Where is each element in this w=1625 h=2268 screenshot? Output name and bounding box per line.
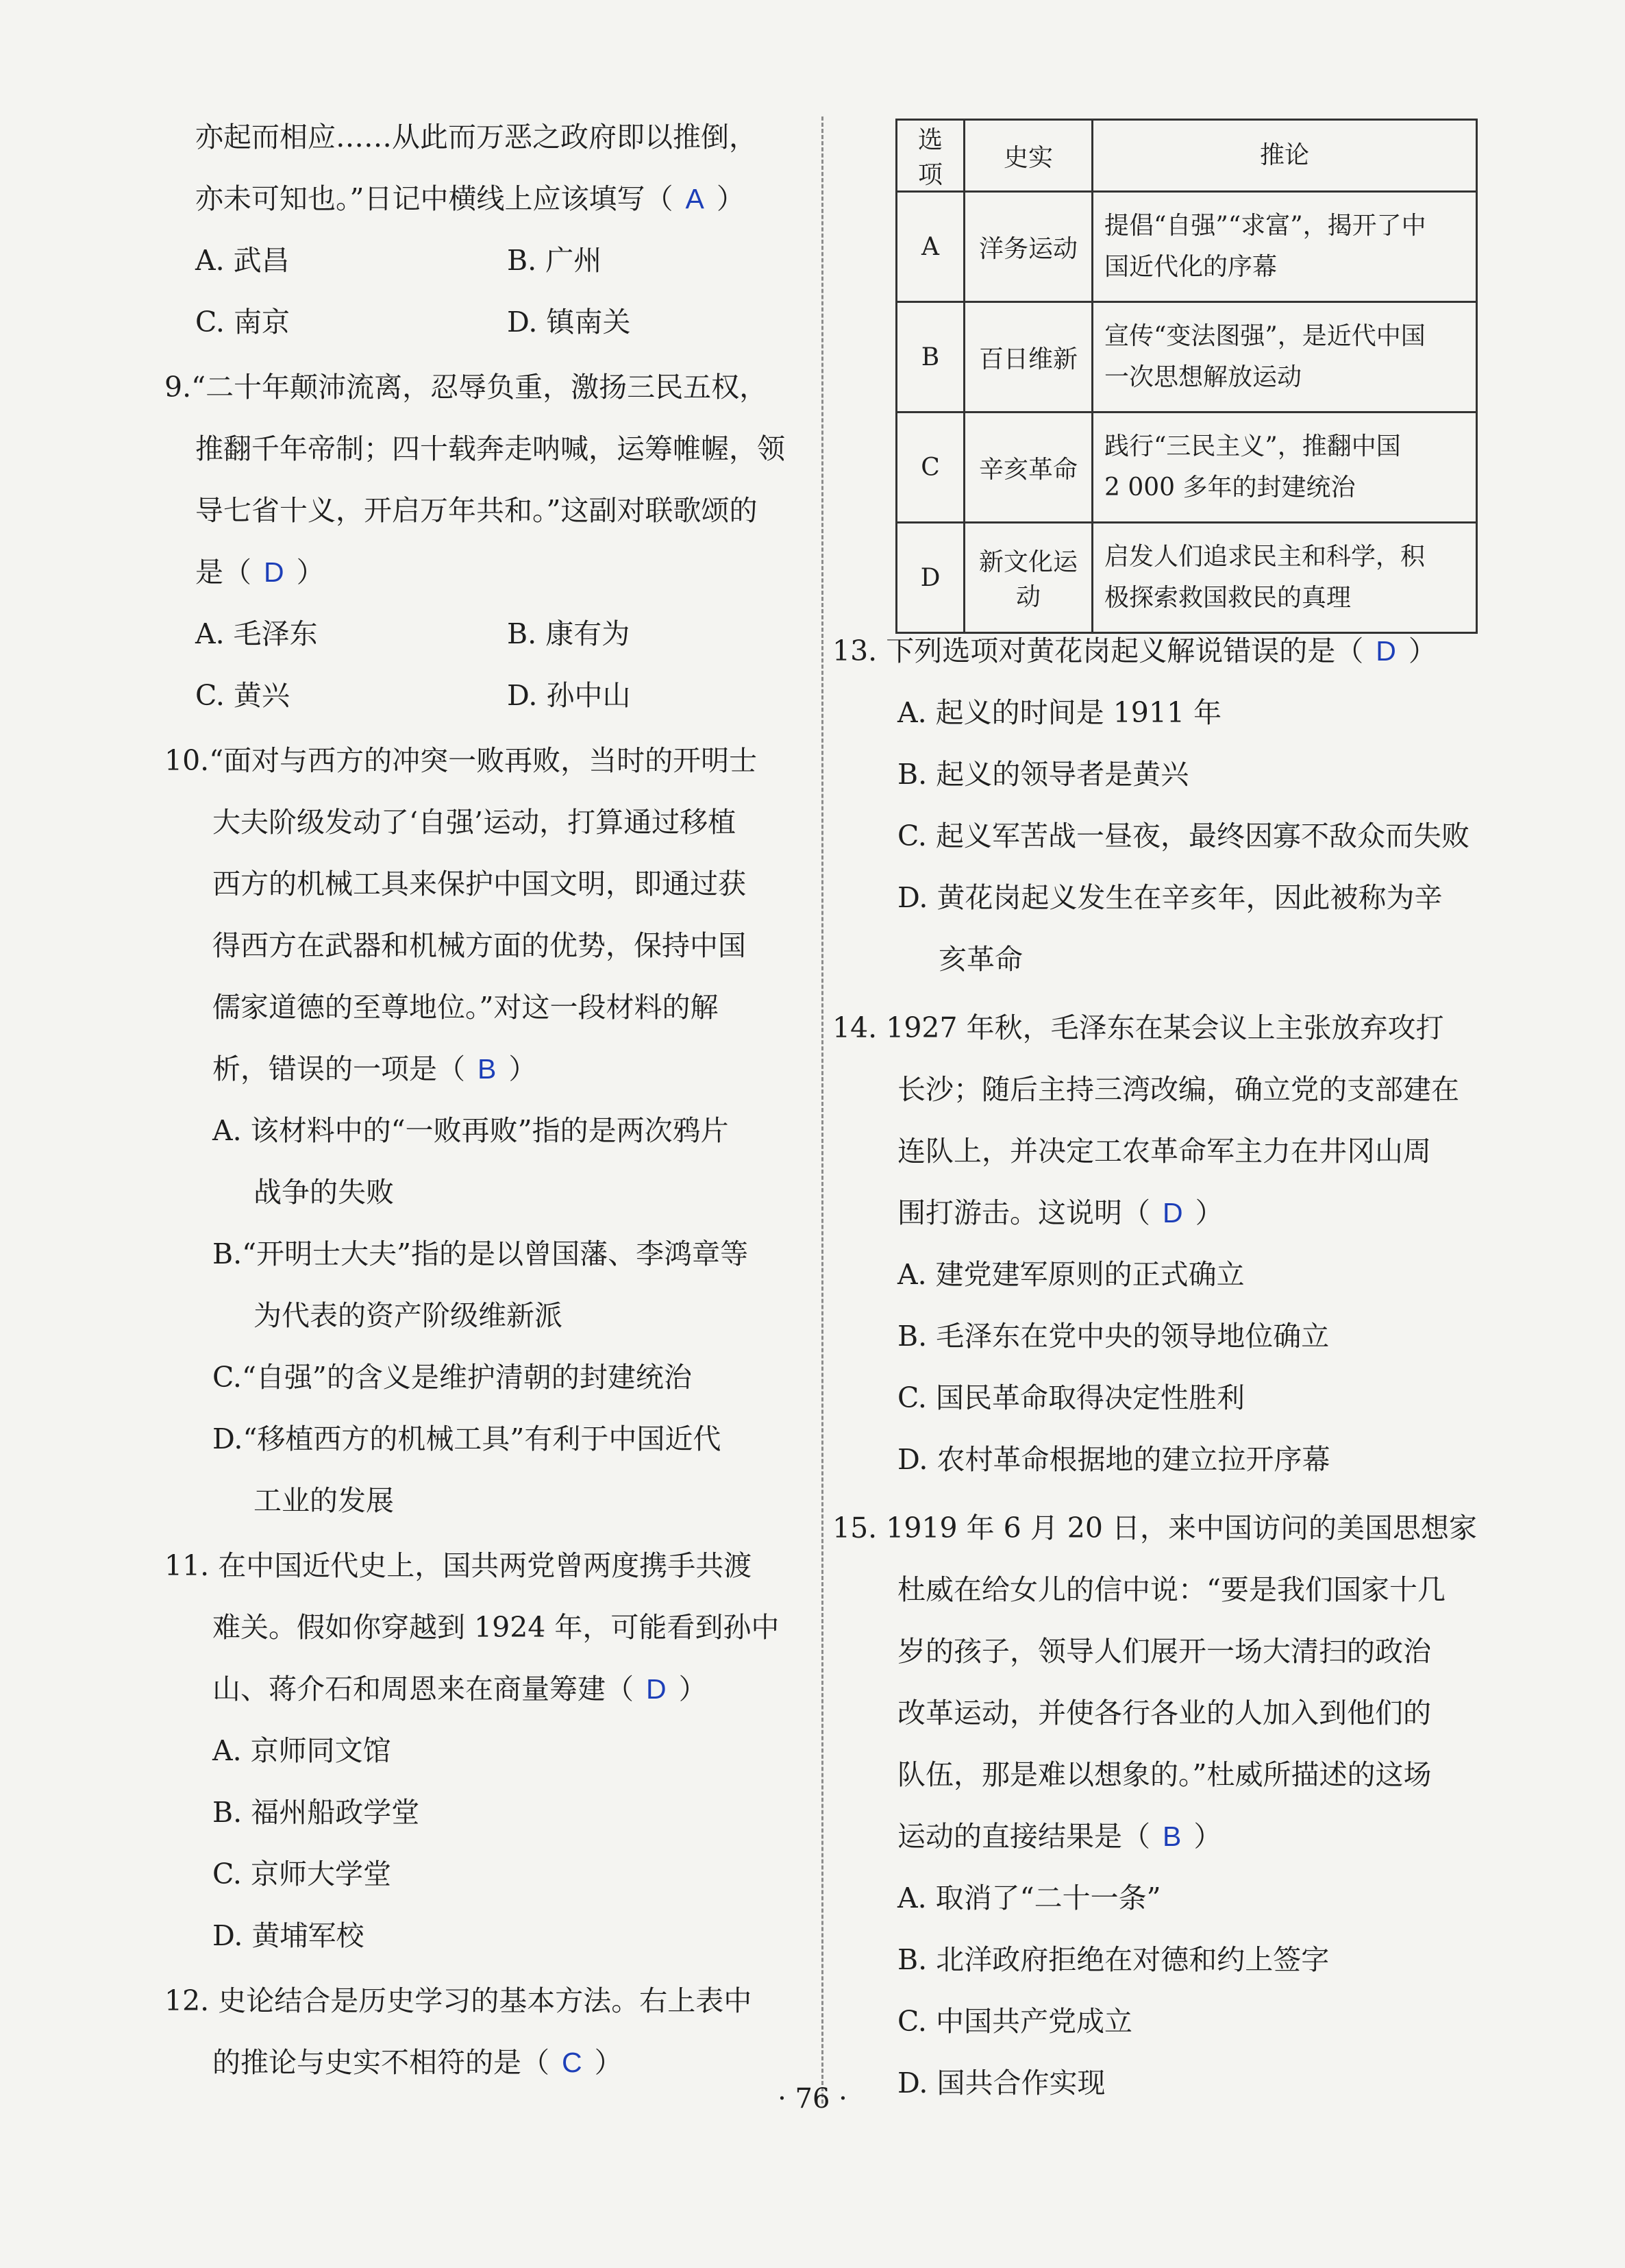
text-line (897, 1442, 1330, 1477)
line-text: 14. 1927 年秋，毛泽东在某会议上主张放弃攻打 (832, 1011, 1444, 1044)
text-line (897, 1319, 1329, 1353)
table-header-fact: 史实 (965, 120, 1093, 192)
text-line (253, 1298, 562, 1333)
line-text: 12. 史论结合是历史学习的基本方法。右上表中 (164, 1984, 752, 2017)
text-line (212, 1919, 364, 1953)
text-line (897, 1257, 1245, 1292)
inference-line: 极探索救国救民的真理 (1104, 584, 1352, 612)
text-line (832, 1011, 1444, 1045)
text-line (212, 1113, 729, 1148)
line-text: B.“开明士大夫”指的是以曾国藩、李鸿章等 (212, 1237, 749, 1270)
line-text: 亦未可知也。”日记中横线上应该填写（ (195, 182, 673, 215)
line-text: 战争的失败 (253, 1176, 394, 1209)
text-line (897, 1134, 1431, 1168)
line-text: D. 孙中山 (507, 679, 631, 712)
text-line (897, 1196, 1224, 1230)
answer-mark: B (477, 1053, 497, 1085)
text-line (212, 867, 746, 901)
text-line (897, 757, 1189, 791)
answer-mark: D (1376, 635, 1396, 667)
line-text: 大夫阶级发动了‘自强’运动，打算通过移植 (212, 806, 736, 839)
closing-paren: ） (508, 1052, 537, 1085)
line-text: C. 中国共产党成立 (897, 2005, 1132, 2038)
table-cell-fact: 辛亥革命 (965, 412, 1093, 523)
text-line (897, 880, 1442, 915)
text-line (212, 1237, 748, 1271)
text-line (212, 1672, 707, 1706)
line-text: B. 福州船政学堂 (212, 1796, 420, 1829)
line-text: C.“自强”的含义是维护清朝的封建统治 (212, 1361, 692, 1394)
text-line (897, 1381, 1245, 1415)
text-line (897, 1072, 1459, 1107)
answer-mark: A (685, 183, 704, 214)
answer-mark: C (562, 2047, 582, 2078)
table-cell-inference (1093, 302, 1477, 412)
table-header-option: 选项 (897, 120, 965, 192)
table-cell-inference (1093, 523, 1477, 633)
line-text: 推翻千年帝制；四十载奔走呐喊，运筹帷幄，领 (195, 432, 785, 465)
text-line (212, 805, 736, 839)
line-text: 西方的机械工具来保护中国文明，即通过获 (212, 867, 746, 900)
line-text: 11. 在中国近代史上，国共两党曾两度携手共渡 (164, 1549, 752, 1582)
line-text: 得西方在武器和机械方面的优势，保持中国 (212, 929, 746, 962)
text-line (897, 819, 1469, 853)
text-line (195, 305, 290, 339)
table-cell-option: B (897, 302, 965, 412)
inference-line: 宣传“变法图强”，是近代中国 (1104, 322, 1426, 350)
text-line (253, 1483, 394, 1518)
line-text: B. 广州 (507, 244, 602, 277)
table-cell-fact: 新文化运动 (965, 523, 1093, 633)
answer-mark: D (264, 556, 284, 588)
inference-line: 践行“三民主义”，推翻中国 (1104, 432, 1401, 460)
text-line (212, 928, 746, 963)
column-divider (821, 116, 823, 2104)
table-header-inference: 推论 (1093, 120, 1477, 192)
line-text: A. 建党建军原则的正式确立 (897, 1258, 1245, 1291)
table-cell-option: D (897, 523, 965, 633)
table-row (897, 523, 1477, 633)
closing-paren: ） (1193, 1820, 1222, 1853)
text-line (164, 743, 757, 778)
line-text: C. 起义军苦战一昼夜，最终因寡不敌众而失败 (897, 819, 1469, 852)
closing-paren: ） (1408, 634, 1437, 667)
line-text: 围打游击。这说明（ (897, 1196, 1150, 1229)
line-text: D. 镇南关 (507, 306, 631, 338)
page-number: · 76 · (778, 2083, 847, 2115)
line-text: D. 黄埔军校 (212, 1919, 364, 1952)
line-text: D.“移植西方的机械工具”有利于中国近代 (212, 1422, 721, 1455)
text-line (212, 1734, 391, 1768)
text-line (897, 1819, 1221, 1853)
line-text: B. 起义的领导者是黄兴 (897, 758, 1189, 791)
table-cell-fact: 百日维新 (965, 302, 1093, 412)
answer-mark: D (646, 1673, 667, 1705)
inference-line: 提倡“自强”“求富”，揭开了中 (1104, 212, 1426, 240)
text-line (212, 1052, 536, 1086)
line-text: 10.“面对与西方的冲突一败再败，当时的开明士 (164, 744, 758, 777)
line-text: 儒家道德的至尊地位。”对这一段材料的解 (212, 991, 719, 1024)
closing-paren: ） (678, 1673, 707, 1705)
text-line (897, 695, 1221, 730)
line-text: B. 毛泽东在党中央的领导地位确立 (897, 1320, 1330, 1353)
text-line (507, 617, 630, 651)
inference-line: 2 000 多年的封建统治 (1104, 473, 1356, 502)
closing-paren: ） (296, 556, 325, 589)
line-text: 15. 1919 年 6 月 20 日，来中国访问的美国思想家 (832, 1512, 1477, 1544)
text-line (195, 243, 290, 278)
line-text: 改革运动，并使各行各业的人加入到他们的 (897, 1697, 1431, 1729)
text-line (507, 243, 601, 278)
text-line (164, 1984, 752, 2018)
text-line (212, 1795, 419, 1829)
text-line (164, 370, 767, 404)
table-row (897, 302, 1477, 412)
line-text: 亥革命 (939, 943, 1023, 976)
line-text: C. 黄兴 (195, 679, 290, 712)
text-line (195, 493, 757, 528)
line-text: 岁的孩子，领导人们展开一场大清扫的政治 (897, 1635, 1431, 1668)
text-line (253, 1175, 394, 1209)
line-text: 的推论与史实不相符的是（ (212, 2046, 549, 2079)
text-line (897, 1881, 1161, 1915)
text-line (195, 432, 785, 466)
table-row (897, 192, 1477, 302)
text-line (195, 182, 745, 216)
line-text: 为代表的资产阶级维新派 (253, 1299, 562, 1332)
text-line (897, 1696, 1431, 1730)
line-text: 13. 下列选项对黄花岗起义解说错误的是（ (832, 634, 1364, 667)
text-line (212, 1857, 391, 1891)
text-line (195, 120, 757, 154)
text-line (195, 678, 290, 713)
line-text: 山、蒋介石和周恩来在商量筹建（ (212, 1673, 634, 1705)
line-text: 队伍，那是难以想象的。”杜威所描述的这场 (897, 1758, 1432, 1791)
line-text: A. 毛泽东 (195, 617, 318, 650)
line-text: 是（ (195, 556, 251, 589)
text-line (507, 305, 630, 339)
closing-paren: ） (1195, 1196, 1224, 1229)
line-text: C. 南京 (195, 306, 290, 338)
line-text: 连队上，并决定工农革命军主力在井冈山周 (897, 1135, 1431, 1168)
inference-line: 国近代化的序幕 (1104, 253, 1278, 281)
text-line (897, 1634, 1431, 1668)
line-text: C. 国民革命取得决定性胜利 (897, 1381, 1245, 1414)
answer-mark: B (1163, 1821, 1182, 1852)
line-text: 难关。假如你穿越到 1924 年，可能看到孙中 (212, 1611, 780, 1644)
answer-mark: D (1163, 1197, 1183, 1229)
text-line (212, 1422, 721, 1456)
table-header-row (897, 120, 1477, 192)
text-line (897, 2004, 1132, 2038)
text-line (164, 1549, 752, 1583)
text-line (897, 1943, 1329, 1977)
text-line (507, 678, 630, 713)
text-line (195, 555, 325, 589)
closing-paren: ） (716, 182, 745, 215)
line-text: 析，错误的一项是（ (212, 1052, 465, 1085)
line-text: A. 京师同文馆 (212, 1734, 391, 1767)
text-line (939, 942, 1023, 976)
line-text: 运动的直接结果是（ (897, 1820, 1150, 1853)
text-line (897, 1573, 1446, 1607)
table-row (897, 412, 1477, 523)
line-text: B. 北洋政府拒绝在对德和约上签字 (897, 1943, 1330, 1976)
table-cell-option: A (897, 192, 965, 302)
line-text: D. 国共合作实现 (897, 2067, 1106, 2099)
text-line (897, 1758, 1431, 1792)
table-cell-option: C (897, 412, 965, 523)
line-text: 9.“二十年颠沛流离，忍辱负重，激扬三民五权， (164, 371, 768, 404)
line-text: A. 取消了“二十一条” (897, 1882, 1161, 1914)
text-line (212, 1360, 692, 1394)
text-line (832, 634, 1437, 668)
text-line (212, 2045, 623, 2080)
table-cell-fact: 洋务运动 (965, 192, 1093, 302)
history-table (895, 119, 1478, 634)
line-text: D. 农村革命根据地的建立拉开序幕 (897, 1443, 1330, 1476)
line-text: A. 武昌 (195, 244, 290, 277)
line-text: A. 起义的时间是 1911 年 (897, 696, 1222, 729)
text-line (212, 990, 718, 1024)
line-text: 导七省十义，开启万年共和。”这副对联歌颂的 (195, 494, 758, 527)
text-line (832, 1511, 1477, 1545)
closing-paren: ） (594, 2046, 623, 2079)
line-text: D. 黄花岗起义发生在辛亥年，因此被称为辛 (897, 881, 1443, 914)
inference-line: 启发人们追求民主和科学，积 (1104, 543, 1426, 571)
line-text: 杜威在给女儿的信中说：“要是我们国家十几 (897, 1573, 1446, 1606)
inference-line: 一次思想解放运动 (1104, 363, 1302, 391)
table-cell-inference (1093, 192, 1477, 302)
line-text: 工业的发展 (253, 1484, 394, 1517)
table-cell-inference (1093, 412, 1477, 523)
text-line (212, 1610, 779, 1644)
line-text: B. 康有为 (507, 617, 630, 650)
text-line (195, 617, 318, 651)
line-text: C. 京师大学堂 (212, 1858, 391, 1890)
line-text: 亦起而相应……从此而万恶之政府即以推倒， (195, 121, 757, 153)
line-text: A. 该材料中的“一败再败”指的是两次鸦片 (212, 1114, 729, 1147)
line-text: 长沙；随后主持三湾改编，确立党的支部建在 (897, 1073, 1459, 1106)
